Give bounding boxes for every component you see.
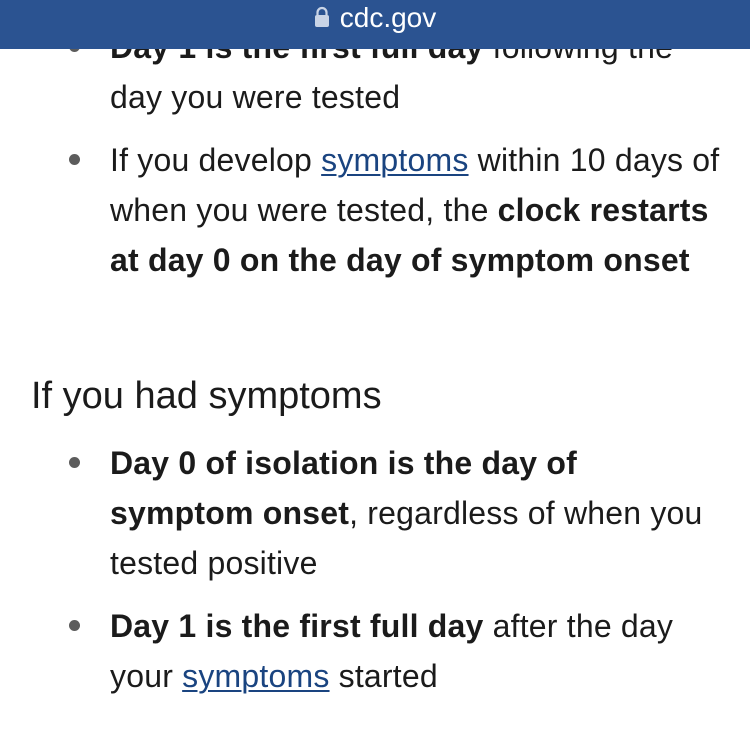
item-text: If you develop: [110, 142, 322, 178]
bullet-icon: [69, 457, 80, 468]
browser-url-bar[interactable]: [0, 0, 750, 49]
bullet-icon: [69, 620, 80, 631]
testing-list: [0, 22, 750, 285]
lock-icon: [314, 6, 330, 28]
item-text: within 10 days of when you were tested, the: [110, 142, 720, 228]
list-item: [0, 438, 750, 588]
bullet-icon: [69, 154, 80, 165]
url-display[interactable]: [314, 4, 437, 32]
item-bold-text: Day 1 is the first full day: [110, 608, 484, 644]
list-item: [0, 601, 750, 701]
item-text: day you were tested: [110, 79, 401, 115]
item-bold-text: Day 0 of isolation is the day of symptom onset: [110, 445, 577, 531]
item-text: after the day your: [110, 608, 674, 694]
symptoms-link[interactable]: symptoms: [321, 142, 469, 178]
item-text: started: [329, 658, 438, 694]
list-item: [0, 135, 750, 285]
item-text: , regardless of when you tested positive: [110, 495, 703, 581]
item-bold-text: clock restarts at day 0 on the day of symptom onset: [110, 192, 709, 278]
symptoms-link[interactable]: symptoms: [182, 658, 330, 694]
section-heading: If you had symptoms: [31, 375, 382, 417]
symptoms-list: [0, 438, 750, 701]
url-text: cdc.gov: [339, 2, 437, 33]
